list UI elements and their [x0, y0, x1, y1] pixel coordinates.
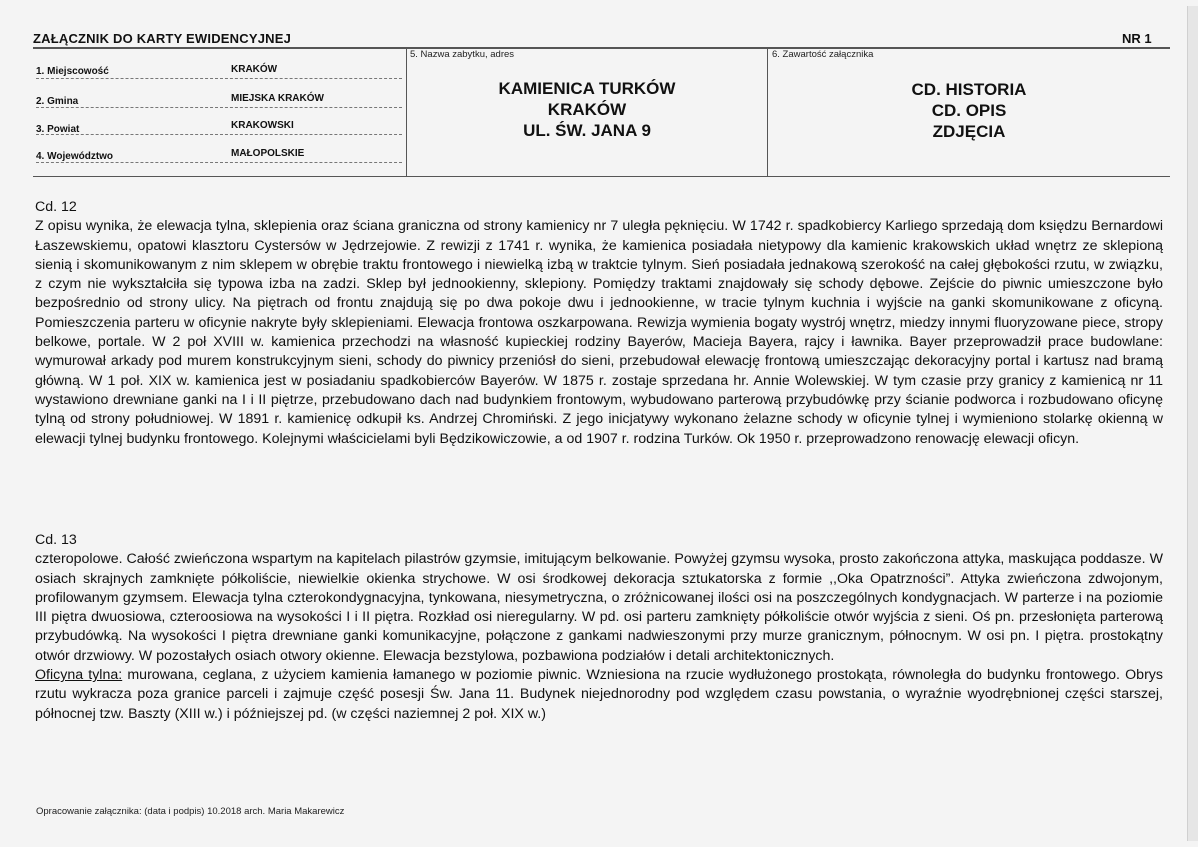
header-bottom-rule — [33, 176, 1170, 177]
field-value-powiat: KRAKOWSKI — [231, 120, 294, 131]
monument-line-1: KAMIENICA TURKÓW — [498, 79, 676, 98]
field-value-miejscowosc: KRAKÓW — [231, 64, 278, 75]
field-line — [36, 78, 402, 79]
field-label-powiat: 3. Powiat — [36, 124, 80, 135]
contents-line-1: CD. HISTORIA — [911, 80, 1027, 99]
section-paragraph: Z opisu wynika, że elewacja tylna, sklepienia oraz ściana graniczna od strony kamienicy nr 7 uległa pęknięciu. W 1742 r. spadkobiercy Karliego sprzedają dom księdzu Bernardowi Łaszewskiemu, opatowi klasztoru Cystersów w Jędrzejowie. Z rewizji z 1741 r. wynika, że kamienica posiadała nietypowy dla kamienic krakowskich układ wnętrz ze sklepioną sienią i skomunikowanym z nim sklepem w obrębie traktu frontowego i niewielką izbą w traktcie tylnym. Sień posiadała jednakową szerokość na całej głębokości rzutu, w związku, z czym nie wykształciła się typowa izba na zadzi. Sklep był jednookienny, sklepiony. Pomiędzy traktami znajdowały się schody dębowe. Zejście do piwnic umieszczone było bezpośrednio od strony ulicy. Na piętrach od frontu znajdują się po dwa pokoje dwu i jednookienne, w tracie tylnym kuchnia i wyjście na ganki skomunikowane z oficyną. Pomieszczenia parteru w oficynie nakryte były sklepieniami. Elewacja frontowa oszkarpowana. Rewizja wymienia bogaty wystrój wnętrz, miedzy innymi fluoryzowane piece, stropy belkowe, portale. W 2 poł XVIII w. kamienica przechodzi na własność kupieckiej rodziny Bayerów, Macieja Bayera, rajcy i ławnika. Bayer przeprowadził prace budowlane: wymurował arkady pod murem konstrukcyjnym sieni, schody do piwnicy przeniósł do sieni, przebudował elewację frontową umieszczając dekoracyjny portal i kartusz nad bramą główną. W 1 poł. XIX w. kamienica jest w posiadaniu spadkobierców Bayerów. W 1875 r. zostaje sprzedana hr. Annie Wolewskiej. W tym czasie przy granicy z kamienicą nr 11 wystawiono drewniane ganki na I i II piętrze, przebudowano dach nad budynkiem frontowym, wybudowano parterową przybudówkę przy ścianie podworca i rozbudowano oficynę tylną od strony południowej. W 1891 r. kamienicę odkupił ks. Andrzej Chromiński. Z jego inicjatywy wykonano żelazne schody w oficynie tylnej i wymieniono stolarkę okienną w elewacji tylnej budynku frontowego. Kolejnymi właścicielami byli Będzikowiczowie, a od 1907 r. rodzina Turków. Ok 1950 r. przeprowadzono renowację elewacji oficyn. — [35, 218, 1163, 447]
contents-line-2: CD. OPIS — [931, 101, 1007, 120]
monument-name — [407, 78, 767, 141]
field-label-gmina: 2. Gmina — [36, 96, 79, 107]
field-line — [36, 134, 402, 135]
field-value-gmina: MIEJSKA KRAKÓW — [231, 93, 324, 104]
section-paragraph: czteropolowe. Całość zwieńczona wspartym na kapitelach pilastrów gzymsie, imitującym belkowanie. Powyżej gzymsu wysoka, prosto zakończona attyka, maskująca poddasze. W osiach skrajnych zamknięte półkoliście, niewielkie okienka strychowe. W osi środkowej dekoracja sztukatorska z formie ,,Oka Opatrzności”. Attyka zwieńczona zdwojonym, profilowanym gzymsem. Elewacja tylna czterokondygnacyjna, tynkowana, niesymetryczna, o zróżnicowanej ilości osi na poszczególnych kondygnacjach. W parterze i na poziomie III piętra dwuosiowa, czteroosiowa na wysokości I i II piętra. Rozkład osi nieregularny. W pd. osi parteru zamknięty półkoliście otwór wyjścia z sieni. Oś pn. przesłonięta parterową przybudówką. Na wysokości I piętra drewniane ganki komunikacyjne, połączone z gankami nadwieszonymi przy murze granicznym, północnym. W osi pn. I piętra. prostokątny otwór drzwiowy. W pozostałych osiach otwory okienne. Elewacja bezstylowa, pozbawiona podziałów i detali architektonicznych. — [35, 551, 1163, 664]
footer-author: Opracowanie załącznika: (data i podpis) 10.2018 arch. Maria Makarewicz — [36, 806, 345, 817]
section-description — [35, 531, 1163, 724]
contents-list — [768, 79, 1170, 142]
section-heading: Cd. 13 — [35, 532, 77, 548]
field-value-wojewodztwo: MAŁOPOLSKIE — [231, 148, 305, 159]
section-history — [35, 198, 1163, 449]
field-label-wojewodztwo: 4. Województwo — [36, 151, 114, 162]
monument-line-2: KRAKÓW — [547, 100, 627, 119]
oficyna-label: Oficyna tylna: — [35, 667, 123, 684]
document-number: NR 1 — [1122, 31, 1152, 46]
field-label-miejscowosc: 1. Miejscowość — [36, 66, 109, 77]
page-edge — [1187, 6, 1198, 841]
section-heading: Cd. 12 — [35, 199, 77, 215]
document-title: ZAŁĄCZNIK DO KARTY EWIDENCYJNEJ — [33, 31, 292, 46]
contents-caption: 6. Zawartość załącznika — [772, 49, 874, 60]
section-paragraph-oficyna — [35, 666, 1163, 724]
header-rule — [33, 47, 1170, 49]
oficyna-text: murowana, ceglana, z użyciem kamienia łamanego w poziomie piwnic. Wzniesiona na rzucie wydłużonego prostokąta, równoległa do budynku frontowego. Obrys rzutu wykracza poza granice parceli i zajmuje część posesji Św. Jana 11. Budynek niejednorodny pod względem czasu powstania, o wyraźnie wyodrębnionej części starszej, północnej tzw. Baszty (XIII w.) i późniejszej pd. (w części naziemnej 2 poł. XIX w.) — [35, 667, 1163, 722]
monument-line-3: UL. ŚW. JANA 9 — [523, 121, 651, 140]
field-line — [36, 162, 402, 163]
field-line — [36, 107, 402, 108]
monument-caption: 5. Nazwa zabytku, adres — [410, 49, 515, 60]
contents-line-3: ZDJĘCIA — [932, 122, 1006, 141]
